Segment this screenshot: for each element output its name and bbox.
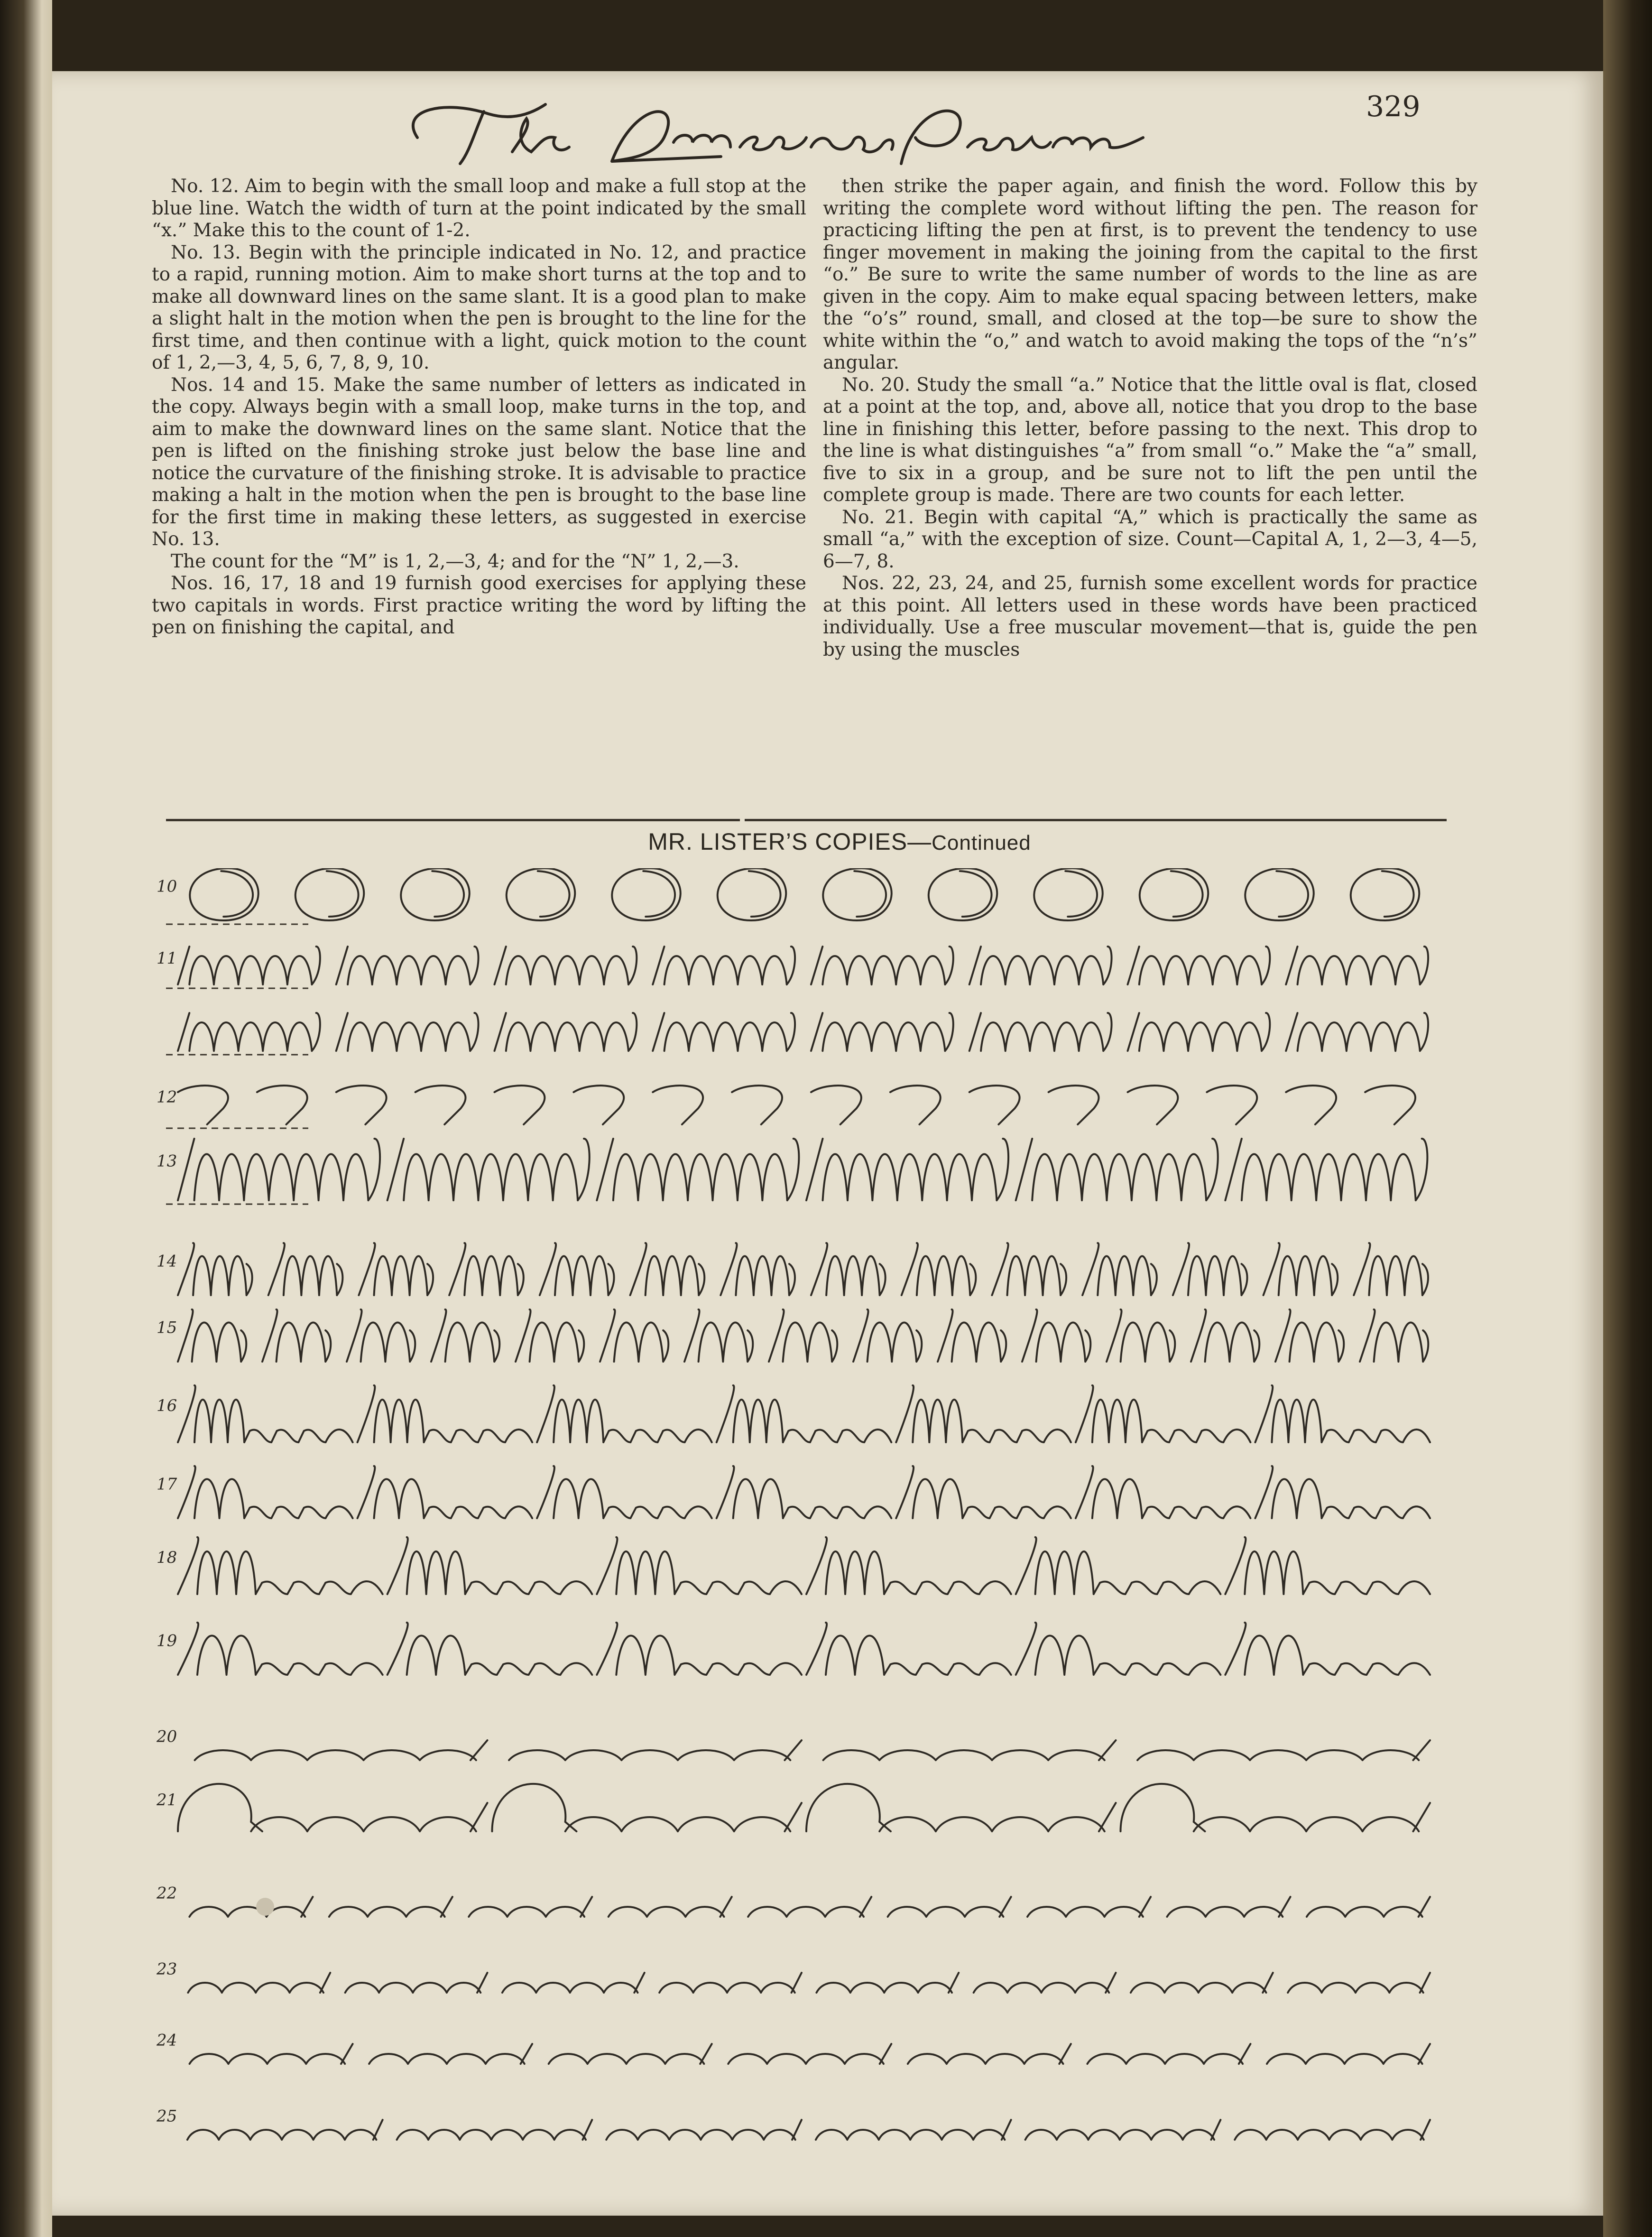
copies-heading-suffix: Continued xyxy=(932,831,1031,854)
copy-glyph xyxy=(806,1537,1011,1594)
copy-glyph xyxy=(257,1086,307,1124)
copy-glyph xyxy=(1034,868,1102,920)
copy-glyph xyxy=(1140,868,1208,920)
copy-glyph xyxy=(1049,1086,1099,1124)
copy-row-number: 11 xyxy=(157,949,177,968)
copy-glyph xyxy=(187,2120,383,2140)
copy-glyph xyxy=(295,868,364,920)
copy-glyph xyxy=(178,1466,353,1518)
copy-glyph xyxy=(1022,1309,1090,1362)
copy-row-number: 13 xyxy=(157,1151,177,1171)
copy-row xyxy=(157,1960,1430,1993)
copy-glyph xyxy=(1128,1013,1270,1051)
copy-glyph xyxy=(769,1309,837,1362)
copy-glyph xyxy=(1286,1086,1336,1124)
copy-glyph xyxy=(1225,1139,1427,1200)
copy-glyph xyxy=(1191,1309,1259,1362)
copy-glyph xyxy=(336,1086,387,1124)
copy-glyph xyxy=(388,1139,590,1200)
page-number: 329 xyxy=(1366,90,1421,123)
copy-glyph xyxy=(1016,1139,1218,1200)
copy-glyph xyxy=(806,1139,1008,1200)
copy-glyph xyxy=(606,2120,802,2140)
copy-glyph xyxy=(1286,1013,1428,1051)
copy-glyph xyxy=(1131,1973,1273,1993)
copy-glyph xyxy=(190,2044,353,2064)
article-left-column xyxy=(152,176,806,778)
copy-glyph xyxy=(195,1740,488,1760)
copy-glyph xyxy=(178,1086,228,1124)
copy-row xyxy=(157,1086,1415,1128)
copy-glyph xyxy=(969,1013,1112,1051)
copy-glyph xyxy=(1027,1897,1151,1917)
copy-glyph xyxy=(431,1309,499,1362)
copy-glyph xyxy=(540,1243,614,1295)
copy-row-number: 15 xyxy=(157,1318,177,1337)
copy-glyph xyxy=(1121,1784,1431,1831)
copy-glyph xyxy=(1245,868,1313,920)
copy-glyph xyxy=(358,1385,533,1442)
copies-heading xyxy=(555,828,1124,855)
copy-glyph xyxy=(178,1623,383,1675)
copy-glyph xyxy=(823,868,891,920)
copy-glyph xyxy=(600,1309,668,1362)
copy-glyph xyxy=(401,868,469,920)
copy-row xyxy=(157,1623,1430,1675)
copy-row xyxy=(157,1884,1430,1917)
copy-glyph xyxy=(992,1243,1066,1295)
copy-glyph xyxy=(347,1309,415,1362)
copy-glyph xyxy=(537,1385,712,1442)
copy-glyph xyxy=(1016,1537,1221,1594)
copy-row xyxy=(166,1013,1428,1055)
copy-glyph xyxy=(449,1243,524,1295)
penmanship-copies xyxy=(157,868,1451,2178)
copy-glyph xyxy=(336,947,479,984)
copy-glyph xyxy=(653,947,795,984)
copy-glyph xyxy=(1076,1466,1251,1518)
copy-glyph xyxy=(823,1740,1116,1760)
copy-row xyxy=(157,868,1419,924)
copy-glyph xyxy=(1128,947,1270,984)
copy-row-number: 23 xyxy=(157,1959,177,1979)
paragraph: No. 20. Study the small “a.” Notice that the little oval is flat, closed at a point at the top, and, above all, notice that you drop to the base line in finishing this letter, before passing to the next. This drop to the line is what distinguishes “a” from small “o.” Make the “a” small, five to six in a group, and be sure not to lift the pen until the complete group is made. There are two counts for each letter. xyxy=(823,374,1477,506)
copy-glyph xyxy=(178,1537,383,1594)
copy-glyph xyxy=(1354,1243,1428,1295)
copy-glyph xyxy=(938,1309,1006,1362)
copy-row xyxy=(157,1727,1430,1761)
copy-glyph xyxy=(359,1243,433,1295)
copy-glyph xyxy=(717,1466,892,1518)
paragraph: Nos. 22, 23, 24, and 25, furnish some excellent words for practice at this point. All letters used in these words have been practiced individually. Use a free muscular movement—that is, guide the pen by using the muscles xyxy=(823,573,1477,660)
copy-glyph xyxy=(1082,1243,1157,1295)
copy-glyph xyxy=(1025,2120,1221,2140)
copies-heading-text: MR. LISTER’S COPIES— xyxy=(648,828,932,855)
copy-glyph xyxy=(1173,1243,1247,1295)
copy-glyph xyxy=(653,1086,703,1124)
copy-glyph xyxy=(1137,1740,1430,1760)
copy-glyph xyxy=(1255,1385,1430,1442)
copy-glyph xyxy=(728,2044,891,2064)
copy-glyph xyxy=(929,868,997,920)
copy-glyph xyxy=(1275,1309,1344,1362)
copy-glyph xyxy=(345,1973,488,1993)
copy-glyph xyxy=(597,1139,799,1200)
copy-glyph xyxy=(609,1897,732,1917)
copy-glyph xyxy=(806,1623,1011,1675)
copy-glyph xyxy=(888,1897,1011,1917)
copy-glyph xyxy=(659,1973,802,1993)
copy-row xyxy=(157,1139,1427,1204)
binding-right xyxy=(1603,0,1652,2237)
copy-glyph xyxy=(732,1086,782,1124)
copy-glyph xyxy=(502,1973,645,1993)
copy-glyph xyxy=(336,1013,479,1051)
copy-glyph xyxy=(816,1973,959,1993)
copy-glyph xyxy=(178,1013,320,1051)
copy-glyph xyxy=(1225,1537,1430,1594)
section-rule-right xyxy=(745,819,1447,821)
copy-glyph xyxy=(969,1086,1020,1124)
copy-glyph xyxy=(329,1897,452,1917)
copy-glyph xyxy=(748,1897,871,1917)
paragraph: The count for the “M” is 1, 2,—3, 4; and for the “N” 1, 2,—3. xyxy=(171,550,739,572)
copy-row-number: 22 xyxy=(157,1884,177,1903)
copy-row xyxy=(157,1309,1428,1362)
copy-glyph xyxy=(717,1385,892,1442)
paragraph: Nos. 16, 17, 18 and 19 furnish good exercises for applying these two capitals in words. First practice writing the word by lifting the pen on finishing the capital, and xyxy=(152,573,806,638)
copy-glyph xyxy=(1207,1086,1257,1124)
binding-left xyxy=(0,0,52,2237)
copy-glyph xyxy=(495,1013,637,1051)
copy-row xyxy=(157,1784,1430,1831)
copy-glyph xyxy=(684,1309,753,1362)
copy-glyph xyxy=(890,1086,941,1124)
copy-row-number: 12 xyxy=(157,1087,177,1107)
ink-blot xyxy=(256,1898,274,1916)
copy-glyph xyxy=(537,1466,712,1518)
copy-row xyxy=(157,947,1428,988)
copy-glyph xyxy=(509,1740,802,1760)
copy-glyph xyxy=(597,1623,802,1675)
paragraph: No. 13. Begin with the principle indicated in No. 12, and practice to a rapid, running motion. Aim to make short turns at the top and to make all downward lines on the same slant. It is a good plan to make a slight halt in the motion when the pen is brought to the line for the first time, and then continue with a light, quick motion to the count of 1, 2,—3, 4, 5, 6, 7, 8, 9, 10. xyxy=(152,241,806,373)
copy-glyph xyxy=(896,1466,1071,1518)
copy-glyph xyxy=(178,947,320,984)
copy-glyph xyxy=(1360,1309,1428,1362)
copy-row-number: 10 xyxy=(157,877,177,896)
copy-glyph xyxy=(178,1139,380,1200)
copy-glyph xyxy=(397,2120,592,2140)
copy-glyph xyxy=(630,1243,705,1295)
copy-glyph xyxy=(573,1086,624,1124)
copy-glyph xyxy=(262,1309,331,1362)
copy-row-number: 21 xyxy=(157,1791,177,1810)
paragraph: then strike the paper again, and finish the word. Follow this by writing the complete word without lifting the pen. The reason for practicing lifting the pen at first, is to prevent the tendency to use finger movement in making the joining from the capital to the first “o.” Be sure to write the same number of words to the line as are given in the copy. Aim to make equal spacing between letters, make the “o’s” round, small, and closed at the top—be sure to show the white within the “o,” and watch to avoid making the tops of the “n’s” angular. xyxy=(823,176,1477,373)
copy-row-number: 24 xyxy=(157,2031,177,2050)
copy-glyph xyxy=(178,1784,488,1831)
copy-glyph xyxy=(1016,1623,1221,1675)
copy-row xyxy=(157,2031,1430,2064)
copy-glyph xyxy=(178,1385,353,1442)
copy-glyph xyxy=(806,1784,1116,1831)
copy-glyph xyxy=(853,1309,922,1362)
copy-glyph xyxy=(1264,1243,1338,1295)
paragraph: No. 21. Begin with capital “A,” which is practically the same as small “a,” with the exception of size. Count—Capital A, 1, 2—3, 4—5, 6—7, 8. xyxy=(823,506,1477,572)
copy-glyph xyxy=(902,1243,976,1295)
copy-glyph xyxy=(612,868,680,920)
copy-glyph xyxy=(516,1309,584,1362)
copy-glyph xyxy=(268,1243,343,1295)
copy-glyph xyxy=(896,1385,1071,1442)
copy-glyph xyxy=(415,1086,466,1124)
copy-row-number: 18 xyxy=(157,1548,177,1567)
copy-glyph xyxy=(1286,947,1428,984)
copy-glyph xyxy=(495,1086,545,1124)
copy-glyph xyxy=(1307,1897,1430,1917)
copy-glyph xyxy=(908,2044,1071,2064)
copy-glyph xyxy=(469,1897,592,1917)
copy-glyph xyxy=(1351,868,1419,920)
copy-glyph xyxy=(188,1973,330,1993)
copy-glyph xyxy=(358,1466,533,1518)
copy-glyph xyxy=(1076,1385,1251,1442)
copy-glyph xyxy=(549,2044,712,2064)
copy-glyph xyxy=(1365,1086,1415,1124)
copy-row xyxy=(157,1385,1430,1442)
copy-glyph xyxy=(178,1243,252,1295)
copy-glyph xyxy=(189,1897,313,1917)
copy-row xyxy=(157,2107,1430,2140)
copy-glyph xyxy=(1288,1973,1430,1993)
copy-glyph xyxy=(190,868,258,920)
copy-glyph xyxy=(1225,1623,1430,1675)
copy-glyph xyxy=(1128,1086,1178,1124)
copy-glyph xyxy=(388,1537,592,1594)
copy-glyph xyxy=(816,2120,1011,2140)
copy-glyph xyxy=(974,1973,1116,1993)
copy-glyph xyxy=(1235,2120,1430,2140)
article-right-column xyxy=(823,176,1477,778)
copy-glyph xyxy=(811,1086,861,1124)
copy-glyph xyxy=(495,947,637,984)
copy-row-number: 17 xyxy=(157,1475,177,1494)
copy-glyph xyxy=(492,1784,802,1831)
section-rule-left xyxy=(166,819,740,821)
copy-glyph xyxy=(720,1243,795,1295)
copy-glyph xyxy=(507,868,575,920)
paragraph: Nos. 14 and 15. Make the same number of letters as indicated in the copy. Always begin with a small loop, make turns in the top, and aim to make the downward lines on the same slant. Notice that the pen is lifted on the finishing stroke just below the base line and notice the curvature of the finishing stroke. It is advisable to practice making a halt in the motion when the pen is brought to the base line for the first time in making these letters, as suggested in exercise No. 13. xyxy=(152,374,806,550)
copy-glyph xyxy=(1087,2044,1250,2064)
copy-glyph xyxy=(369,2044,532,2064)
copy-row-number: 25 xyxy=(157,2107,177,2126)
copy-glyph xyxy=(597,1537,802,1594)
copy-glyph xyxy=(1267,2044,1430,2064)
paragraph: No. 12. Aim to begin with the small loop and make a full stop at the blue line. Watch the width of turn at the point indicated by the small “x.” Make this to the count of 1-2. xyxy=(152,176,806,241)
copy-glyph xyxy=(969,947,1112,984)
copy-row-number: 16 xyxy=(157,1396,177,1415)
copy-row-number: 14 xyxy=(157,1252,177,1271)
copy-row-number: 20 xyxy=(157,1727,177,1746)
copy-glyph xyxy=(653,1013,795,1051)
copy-glyph xyxy=(1107,1309,1175,1362)
copy-glyph xyxy=(388,1623,592,1675)
copy-glyph xyxy=(1167,1897,1290,1917)
copy-glyph xyxy=(1255,1466,1430,1518)
copy-glyph xyxy=(811,947,953,984)
copy-row xyxy=(157,1243,1428,1295)
copy-row xyxy=(157,1537,1430,1594)
copy-glyph xyxy=(718,868,786,920)
masthead-logo xyxy=(389,81,1172,171)
copy-glyph xyxy=(178,1309,246,1362)
copy-row xyxy=(157,1466,1430,1518)
copy-glyph xyxy=(811,1243,886,1295)
copy-glyph xyxy=(811,1013,953,1051)
copy-row-number: 19 xyxy=(157,1631,177,1651)
